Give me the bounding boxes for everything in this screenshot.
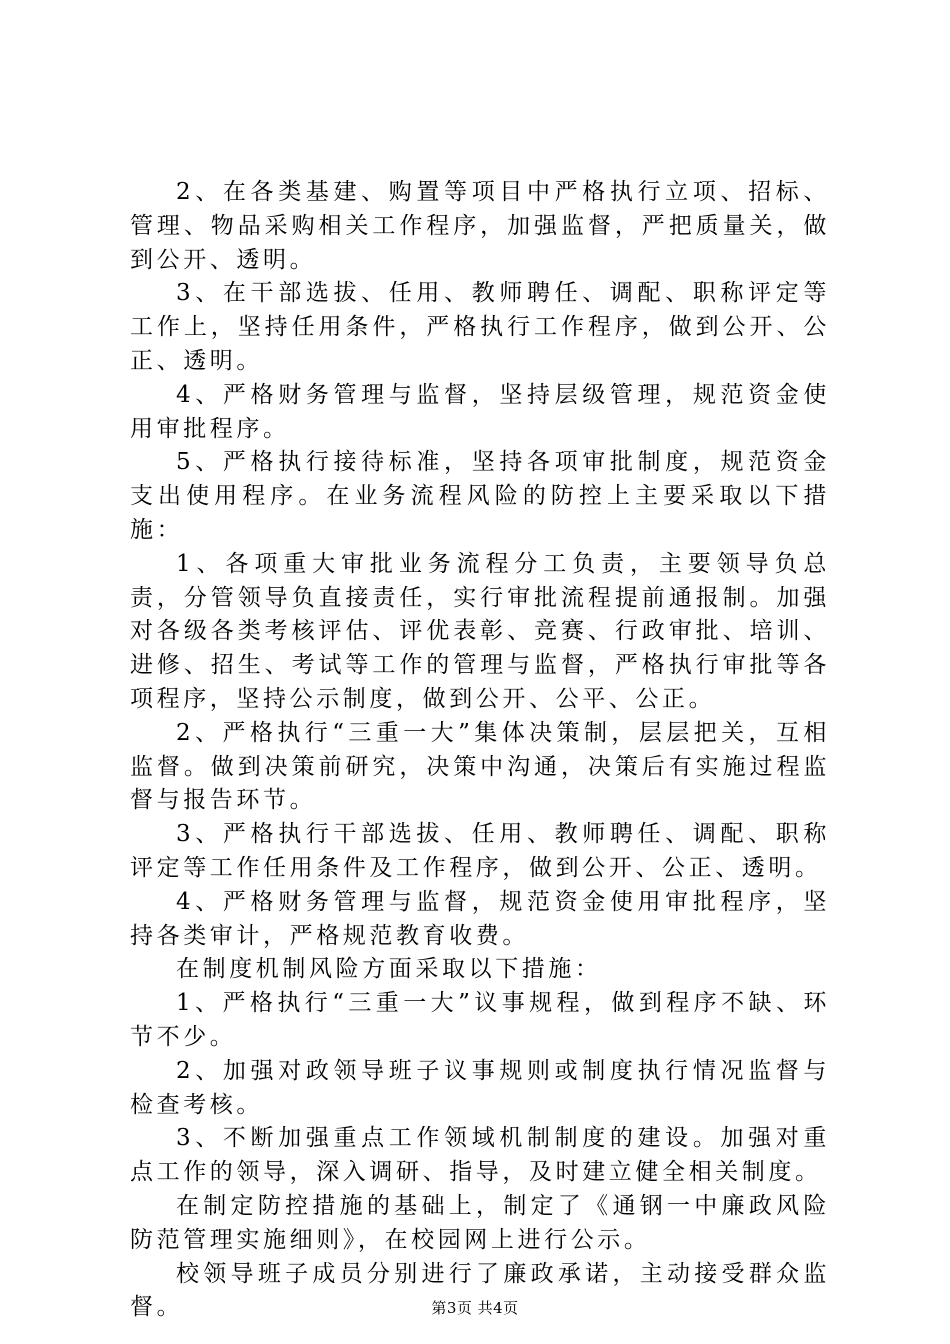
paragraph: 2、在各类基建、购置等项目中严格执行立项、招标、管理、物品采购相关工作程序，加强监督，严把质量关，做到公开、透明。 — [130, 179, 830, 273]
paragraph: 在制定防控措施的基础上，制定了《通钢一中廉政风险防范管理实施细则》，在校园网上进行公示。 — [130, 1192, 830, 1253]
document-body — [130, 176, 830, 1325]
paragraph: 4、严格财务管理与监督，坚持层级管理，规范资金使用审批程序。 — [130, 381, 830, 442]
paragraph: 校领导班子成员分别进行了廉政承诺，主动接受群众监督。 — [130, 1260, 830, 1321]
paragraph: 1、各项重大审批业务流程分工负责，主要领导负总责，分管领导负直接责任，实行审批流程提前通报制。加强对各级各类考核评估、评优表彰、竞赛、行政审批、培训、进修、招生、考试等工作的管理与监督，严格执行审批等各项程序，坚持公示制度，做到公开、公平、公正。 — [130, 550, 830, 712]
paragraph: 在制度机制风险方面采取以下措施： — [176, 956, 602, 983]
paragraph: 4、严格财务管理与监督，规范资金使用审批程序，坚持各类审计，严格规范教育收费。 — [130, 888, 830, 949]
page-number-footer: 第3页 共4页 — [431, 1299, 519, 1317]
paragraph: 2、加强对政领导班子议事规则或制度执行情况监督与检查考核。 — [130, 1057, 830, 1118]
paragraph: 3、不断加强重点工作领域机制制度的建设。加强对重点工作的领导，深入调研、指导，及时建立健全相关制度。 — [130, 1125, 830, 1186]
paragraph: 1、严格执行“三重一大”议事规程，做到程序不缺、环节不少。 — [130, 990, 830, 1050]
paragraph: 2、严格执行“三重一大”集体决策制，层层把关，互相监督。做到决策前研究，决策中沟通，决策后有实施过程监督与报告环节。 — [130, 719, 830, 814]
paragraph: 5、严格执行接待标准，坚持各项审批制度，规范资金支出使用程序。在业务流程风险的防控上主要采取以下措施： — [130, 449, 830, 543]
paragraph: 3、严格执行干部选拔、任用、教师聘任、调配、职称评定等工作任用条件及工作程序，做到公开、公正、透明。 — [130, 821, 830, 881]
paragraph: 3、在干部选拔、任用、教师聘任、调配、职称评定等工作上，坚持任用条件，严格执行工作程序，做到公开、公正、透明。 — [130, 280, 830, 374]
